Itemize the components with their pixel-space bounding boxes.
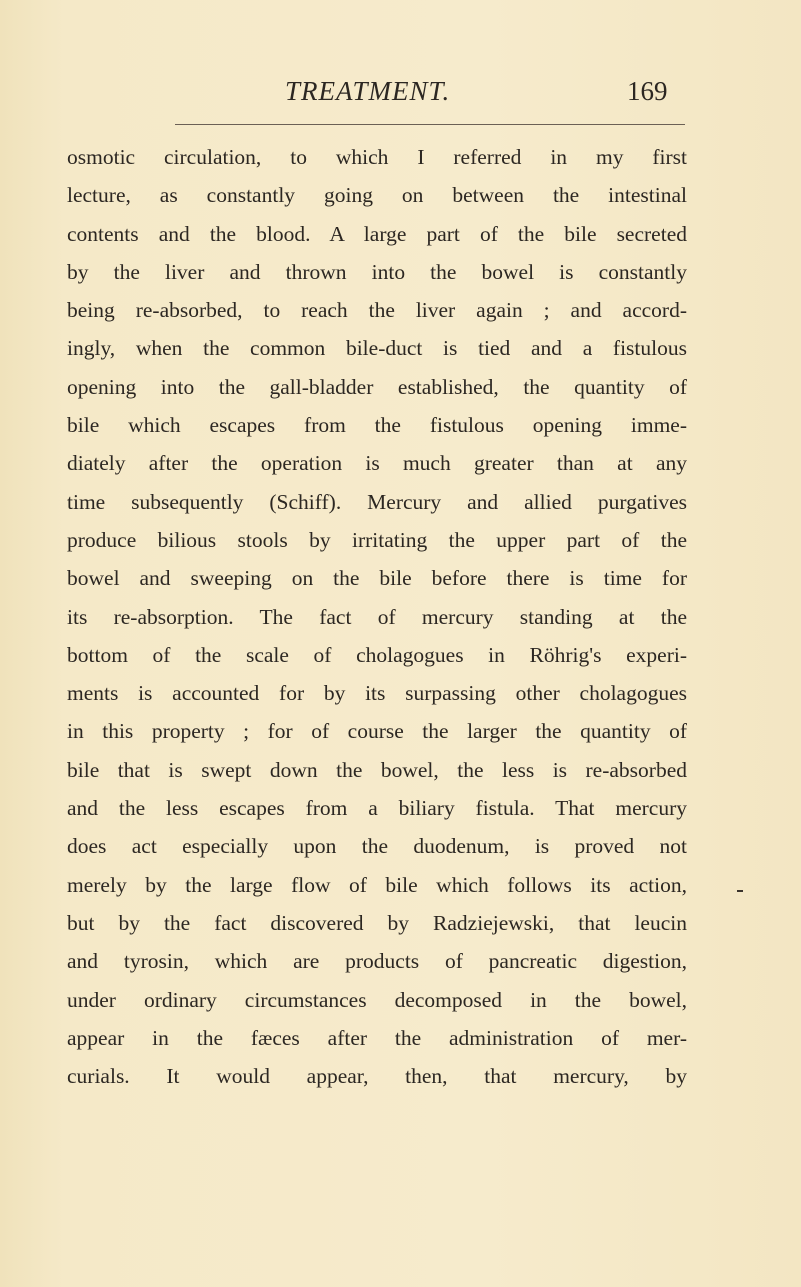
text-line: and tyrosin, which are products of pancreatic digestion,	[67, 949, 687, 974]
text-line: contents and the blood. A large part of the bile secreted	[67, 221, 687, 246]
margin-mark	[737, 890, 743, 892]
text-line: its re-absorption. The fact of mercury standing at the	[67, 604, 687, 629]
text-line: in this property ; for of course the larger the quantity of	[67, 719, 687, 744]
text-line: by the liver and thrown into the bowel is constantly	[67, 259, 687, 284]
text-line: being re-absorbed, to reach the liver again ; and accord-	[67, 298, 687, 323]
text-line: and the less escapes from a biliary fistula. That mercury	[67, 796, 687, 821]
text-line: appear in the fæces after the administration of mer-	[67, 1025, 687, 1050]
text-line: bottom of the scale of cholagogues in Röhrig's experi-	[67, 642, 687, 667]
text-line: produce bilious stools by irritating the upper part of the	[67, 527, 687, 552]
running-head	[0, 76, 801, 116]
text-line: but by the fact discovered by Radziejewski, that leucin	[67, 910, 687, 935]
text-line: curials. It would appear, then, that mercury, by	[67, 1064, 687, 1089]
chapter-title: TREATMENT.	[285, 76, 451, 106]
text-line: time subsequently (Schiff). Mercury and allied purgatives	[67, 489, 687, 514]
text-line: lecture, as constantly going on between the intestinal	[67, 183, 687, 208]
text-line: bile that is swept down the bowel, the less is re-absorbed	[67, 757, 687, 782]
text-line: diately after the operation is much greater than at any	[67, 451, 687, 476]
text-line: osmotic circulation, to which I referred in my first	[67, 145, 687, 169]
text-line: opening into the gall-bladder established, the quantity of	[67, 374, 687, 399]
body-text	[67, 138, 687, 1095]
text-line: merely by the large flow of bile which follows its action,	[67, 872, 687, 897]
text-line: under ordinary circumstances decomposed in the bowel,	[67, 987, 687, 1012]
page-number: 169	[627, 76, 668, 106]
text-line: does act especially upon the duodenum, is proved not	[67, 834, 687, 859]
text-line: bowel and sweeping on the bile before there is time for	[67, 566, 687, 591]
header-rule	[175, 124, 685, 125]
text-line: ingly, when the common bile-duct is tied and a fistulous	[67, 336, 687, 361]
text-line: ments is accounted for by its surpassing other cholagogues	[67, 681, 687, 706]
text-line: bile which escapes from the fistulous opening imme-	[67, 413, 687, 438]
